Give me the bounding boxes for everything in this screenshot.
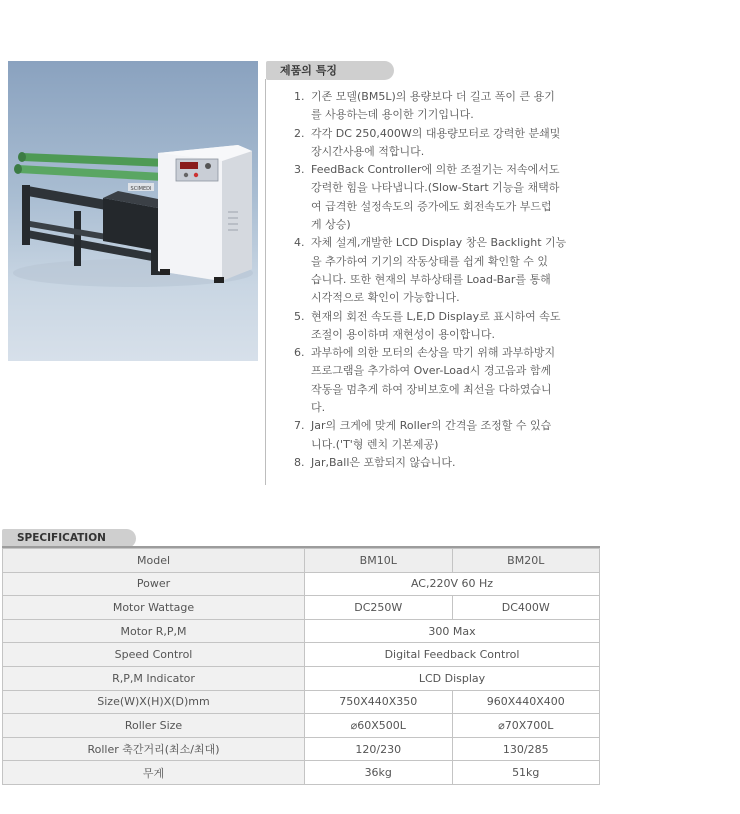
feature-item [286,234,600,307]
feature-text-line: 기존 모델(BM5L)의 용량보다 더 길고 폭이 큰 용기 [311,90,555,103]
spec-row [3,666,600,690]
spec-value: 750X440X350 [305,690,453,714]
feature-text-line: 를 사용하는데 용이한 기기입니다. [311,108,474,122]
feature-item [286,88,600,125]
spec-value: ⌀60X500L [305,714,453,738]
feature-text-line: Jar의 크게에 맞게 Roller의 간격을 조정할 수 있습 [311,419,552,433]
feature-list [286,88,600,472]
spec-value: 120/230 [305,737,453,761]
spec-value: BM10L [305,549,453,573]
spec-value: 130/285 [452,737,600,761]
feature-text-line: 과부하에 의한 모터의 손상을 막기 위해 과부하방지 [311,346,556,360]
spec-row [3,549,600,573]
feature-text-line: 강력한 힘을 나타냅니다.(Slow-Start 기능을 채택하 [311,181,560,195]
spec-table [2,548,600,785]
spec-row [3,714,600,738]
feature-item [286,417,600,454]
feature-number: 3. [294,163,305,177]
feature-text-line: 습니다. 또한 현재의 부하상태를 Load-Bar를 통해 [311,272,551,286]
spec-value: BM20L [452,549,600,573]
spec-label: Motor Wattage [3,596,305,620]
feature-text-line: 여 급격한 설정속도의 증가에도 회전속도가 부드럽 [311,199,552,213]
spec-label: Motor R,P,M [3,619,305,643]
feature-text-line: 장시간사용에 적합니다. [311,144,425,158]
feature-text-line: 시각적으로 확인이 가능합니다. [311,291,460,305]
feature-text-line: 현재의 회전 속도를 L,E,D Display로 표시하여 속도 [311,309,561,323]
spec-row [3,643,600,667]
feature-text-line: FeedBack Controller에 의한 조절기는 저속에서도 [311,163,560,177]
spec-row [3,619,600,643]
spec-value: 960X440X400 [452,690,600,714]
feature-text-line: 게 상승) [311,218,351,232]
feature-text-line: 조절이 용이하며 재현성이 용이합니다. [311,327,496,341]
spec-value: LCD Display [305,666,600,690]
spec-row [3,737,600,761]
feature-text-line: 을 추가하여 기기의 작동상태를 쉽게 확인할 수 있 [311,254,548,268]
spec-value: 300 Max [305,619,600,643]
spec-label: Roller Size [3,714,305,738]
spec-label: Power [3,572,305,596]
feature-number: 4. [294,236,305,250]
feature-text-line: 작동을 멈추게 하여 장비보호에 최선을 다하였습니 [311,382,552,396]
spec-value: DC250W [305,596,453,620]
spec-label: Roller 축간거리(최소/최대) [3,737,305,761]
spec-value: 51kg [452,761,600,785]
feature-number: 1. [294,90,305,103]
product-photo [8,61,258,361]
spec-label: Model [3,549,305,573]
spec-label: Speed Control [3,643,305,667]
feature-item [286,454,600,472]
spec-row [3,690,600,714]
spec-value: ⌀70X700L [452,714,600,738]
spec-value: AC,220V 60 Hz [305,572,600,596]
features-title-tab: 제품의 특징 [266,61,394,80]
feature-number: 5. [294,309,305,323]
spec-label: Size(W)X(H)X(D)mm [3,690,305,714]
feature-item [286,344,600,417]
spec-label: 무게 [3,761,305,785]
device-label: SCIMEDI [130,186,152,192]
spec-value: Digital Feedback Control [305,643,600,667]
spec-row [3,572,600,596]
feature-text-line: 각각 DC 250,400W의 대용량모터로 강력한 분쇄및 [311,126,561,140]
feature-number: 8. [294,455,305,469]
feature-item [286,161,600,234]
spec-label: R,P,M Indicator [3,666,305,690]
feature-item [286,308,600,345]
feature-text-line: Jar,Ball은 포함되지 않습니다. [311,455,456,469]
spec-row [3,761,600,785]
ball-mill-illustration [8,61,258,361]
feature-number: 7. [294,419,305,433]
feature-number: 2. [294,126,305,140]
feature-text-line: 프로그램을 추가하여 Over-Load시 경고음과 함께 [311,364,552,378]
spec-title-tab: SPECIFICATION [2,529,136,548]
spec-value: 36kg [305,761,453,785]
feature-text-line: 자체 설계,개발한 LCD Display 창은 Backlight 기능 [311,236,567,250]
spec-value: DC400W [452,596,600,620]
feature-text-line: 다. [311,401,326,415]
feature-number: 6. [294,346,305,360]
spec-row [3,596,600,620]
divider-line [265,79,266,485]
feature-text-line: 니다.('T'형 렌치 기본제공) [311,437,439,451]
feature-item [286,125,600,162]
